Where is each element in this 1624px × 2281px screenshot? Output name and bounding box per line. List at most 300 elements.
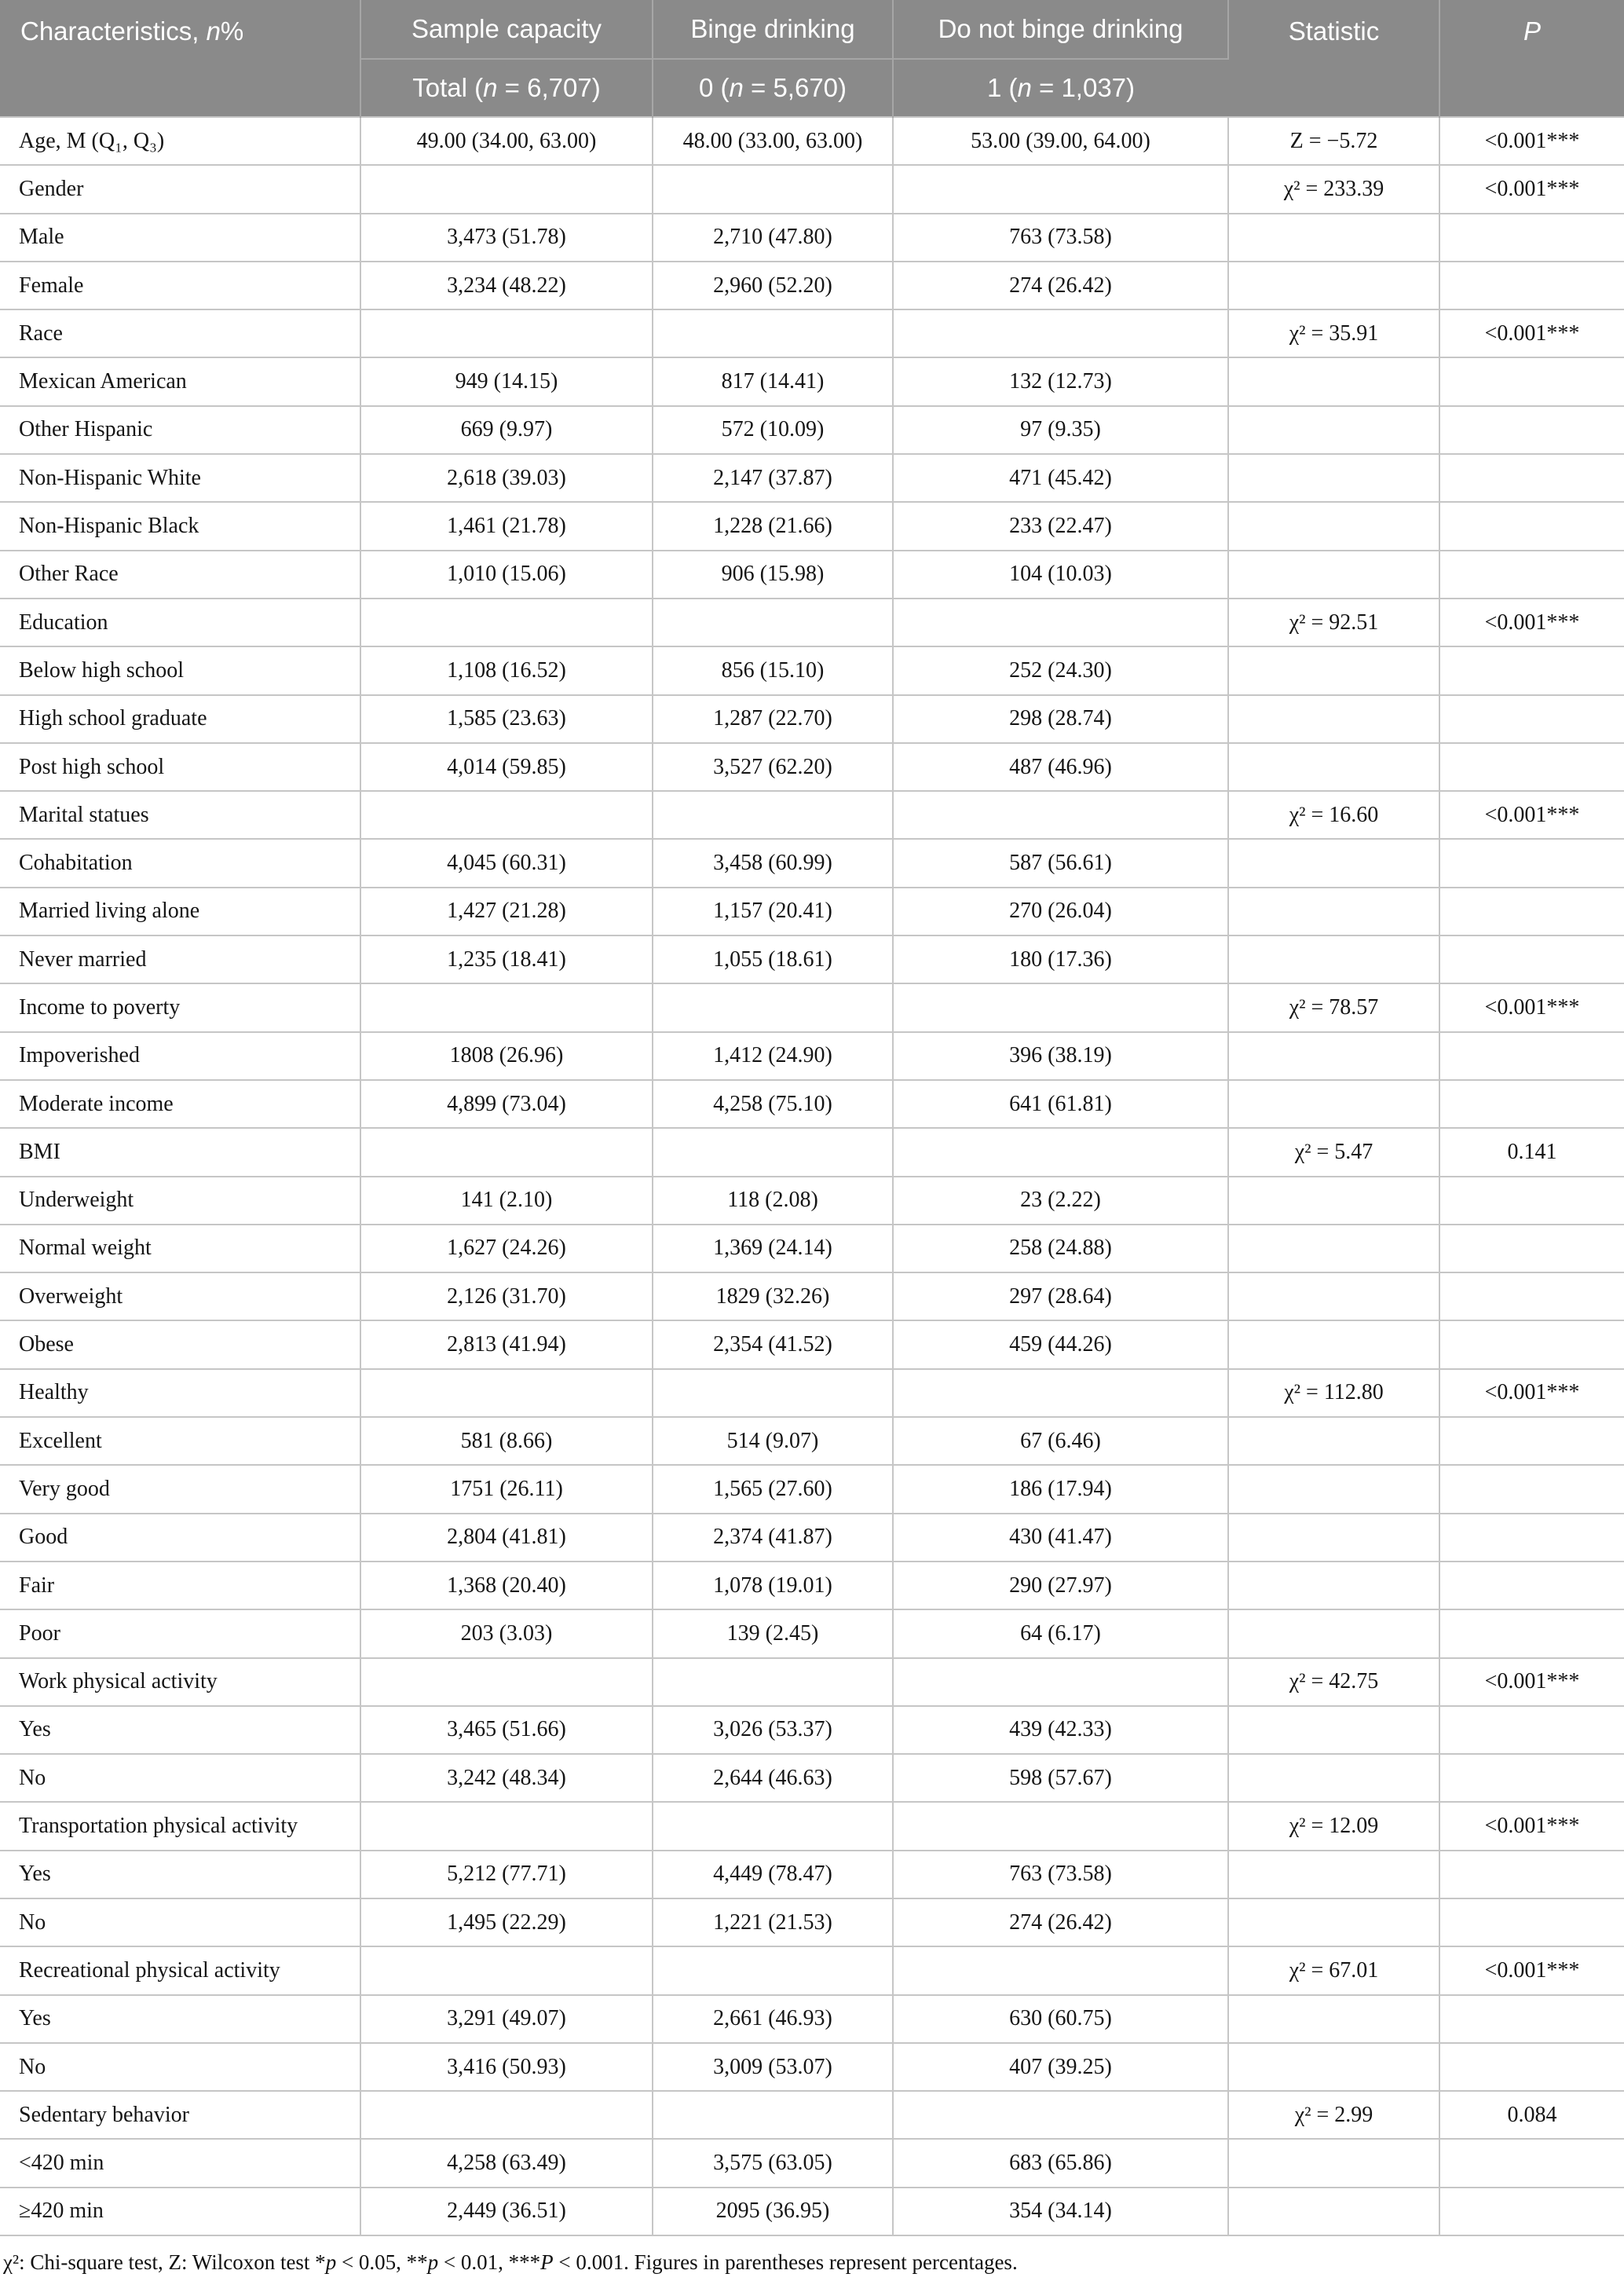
cell-no-binge: 23 (2.22): [893, 1177, 1228, 1225]
subheader-no-binge-n: 1 (n = 1,037): [893, 59, 1228, 117]
cell-binge: 2095 (36.95): [653, 2188, 893, 2235]
cell-no-binge: [893, 791, 1228, 839]
cell-no-binge: 459 (44.26): [893, 1320, 1228, 1368]
cell-no-binge: 180 (17.36): [893, 935, 1228, 983]
row-label: Normal weight: [0, 1225, 360, 1272]
cell-no-binge: 233 (22.47): [893, 502, 1228, 550]
cell-p-value: [1439, 502, 1624, 550]
cell-total: 3,291 (49.07): [360, 1995, 653, 2043]
cell-binge: 1,055 (18.61): [653, 935, 893, 983]
header-p: P: [1439, 0, 1624, 117]
cell-total: 49.00 (34.00, 63.00): [360, 117, 653, 165]
cell-binge: [653, 2091, 893, 2139]
cell-binge: 572 (10.09): [653, 406, 893, 454]
cell-p-value: [1439, 839, 1624, 887]
cell-no-binge: 298 (28.74): [893, 695, 1228, 743]
table-row: [0, 2043, 1624, 2091]
cell-p-value: [1439, 1225, 1624, 1272]
cell-binge: 2,644 (46.63): [653, 1754, 893, 1802]
cell-statistic: χ² = 42.75: [1228, 1658, 1439, 1706]
cell-total: 669 (9.97): [360, 406, 653, 454]
row-label: Excellent: [0, 1417, 360, 1465]
table-row: [0, 1898, 1624, 1946]
cell-no-binge: 763 (73.58): [893, 1851, 1228, 1898]
cell-p-value: [1439, 2043, 1624, 2091]
cell-statistic: χ² = 78.57: [1228, 983, 1439, 1031]
cell-binge: [653, 1658, 893, 1706]
row-label: Female: [0, 262, 360, 309]
cell-no-binge: [893, 1802, 1228, 1850]
cell-total: 4,014 (59.85): [360, 743, 653, 791]
row-label: Education: [0, 599, 360, 646]
cell-binge: 3,026 (53.37): [653, 1706, 893, 1754]
cell-total: 2,804 (41.81): [360, 1514, 653, 1562]
header-do-not-binge-drinking: Do not binge drinking: [893, 0, 1228, 59]
row-label: Yes: [0, 1995, 360, 2043]
cell-no-binge: 252 (24.30): [893, 646, 1228, 694]
row-label: Poor: [0, 1609, 360, 1657]
cell-total: 1,495 (22.29): [360, 1898, 653, 1946]
cell-p-value: <0.001***: [1439, 117, 1624, 165]
cell-statistic: Z = −5.72: [1228, 117, 1439, 165]
cell-p-value: <0.001***: [1439, 1946, 1624, 1994]
cell-total: 141 (2.10): [360, 1177, 653, 1225]
row-label: Good: [0, 1514, 360, 1562]
table-row: [0, 406, 1624, 454]
cell-p-value: [1439, 1080, 1624, 1128]
table-row: [0, 165, 1624, 213]
cell-no-binge: 67 (6.46): [893, 1417, 1228, 1465]
cell-p-value: <0.001***: [1439, 309, 1624, 357]
table-row: [0, 1995, 1624, 2043]
cell-total: 203 (3.03): [360, 1609, 653, 1657]
cell-statistic: [1228, 551, 1439, 599]
cell-binge: 3,527 (62.20): [653, 743, 893, 791]
row-label: Income to poverty: [0, 983, 360, 1031]
cell-binge: 48.00 (33.00, 63.00): [653, 117, 893, 165]
table-row: [0, 983, 1624, 1031]
cell-statistic: [1228, 935, 1439, 983]
cell-total: 4,258 (63.49): [360, 2139, 653, 2187]
row-label: Yes: [0, 1851, 360, 1898]
cell-statistic: χ² = 12.09: [1228, 1802, 1439, 1850]
cell-p-value: [1439, 888, 1624, 935]
table-row: [0, 839, 1624, 887]
cell-binge: 118 (2.08): [653, 1177, 893, 1225]
cell-no-binge: [893, 599, 1228, 646]
cell-binge: 4,258 (75.10): [653, 1080, 893, 1128]
cell-statistic: [1228, 646, 1439, 694]
cell-statistic: [1228, 1177, 1439, 1225]
cell-total: 1,427 (21.28): [360, 888, 653, 935]
cell-p-value: <0.001***: [1439, 1369, 1624, 1417]
cell-p-value: [1439, 1995, 1624, 2043]
cell-binge: 817 (14.41): [653, 357, 893, 405]
row-label: BMI: [0, 1128, 360, 1176]
cell-statistic: [1228, 1898, 1439, 1946]
table-row: [0, 1658, 1624, 1706]
row-label: Overweight: [0, 1272, 360, 1320]
row-label: Obese: [0, 1320, 360, 1368]
cell-p-value: [1439, 1514, 1624, 1562]
cell-binge: [653, 791, 893, 839]
cell-total: [360, 1658, 653, 1706]
cell-statistic: [1228, 1609, 1439, 1657]
table-row: [0, 1514, 1624, 1562]
cell-statistic: [1228, 502, 1439, 550]
row-label: Marital statues: [0, 791, 360, 839]
cell-p-value: [1439, 1417, 1624, 1465]
cell-binge: 2,710 (47.80): [653, 214, 893, 262]
cell-binge: [653, 1946, 893, 1994]
cell-statistic: [1228, 454, 1439, 502]
table-footnote: χ²: Chi-square test, Z: Wilcoxon test *p < 0.05, **p < 0.01, ***P < 0.001. Figures in parentheses represent percentages.: [3, 2250, 1018, 2275]
cell-no-binge: 274 (26.42): [893, 262, 1228, 309]
cell-total: [360, 599, 653, 646]
cell-no-binge: 186 (17.94): [893, 1465, 1228, 1513]
cell-statistic: χ² = 35.91: [1228, 309, 1439, 357]
cell-no-binge: 430 (41.47): [893, 1514, 1228, 1562]
table-row: [0, 646, 1624, 694]
cell-binge: 4,449 (78.47): [653, 1851, 893, 1898]
cell-p-value: [1439, 357, 1624, 405]
cell-p-value: [1439, 695, 1624, 743]
table-row: [0, 214, 1624, 262]
cell-p-value: [1439, 1177, 1624, 1225]
cell-binge: 514 (9.07): [653, 1417, 893, 1465]
row-label: Age, M (Q₁, Q₃): [0, 117, 360, 165]
cell-p-value: [1439, 551, 1624, 599]
cell-binge: 1,078 (19.01): [653, 1562, 893, 1609]
row-label: Post high school: [0, 743, 360, 791]
cell-total: 1751 (26.11): [360, 1465, 653, 1513]
cell-total: 2,449 (36.51): [360, 2188, 653, 2235]
cell-total: 3,416 (50.93): [360, 2043, 653, 2091]
cell-p-value: [1439, 1320, 1624, 1368]
cell-no-binge: 763 (73.58): [893, 214, 1228, 262]
table-row: [0, 1946, 1624, 1994]
cell-binge: 1,221 (21.53): [653, 1898, 893, 1946]
cell-statistic: [1228, 1225, 1439, 1272]
cell-total: 5,212 (77.71): [360, 1851, 653, 1898]
cell-p-value: [1439, 406, 1624, 454]
cell-statistic: χ² = 112.80: [1228, 1369, 1439, 1417]
cell-no-binge: 598 (57.67): [893, 1754, 1228, 1802]
row-label: Non-Hispanic White: [0, 454, 360, 502]
cell-p-value: 0.141: [1439, 1128, 1624, 1176]
cell-binge: 1,287 (22.70): [653, 695, 893, 743]
table-row: [0, 309, 1624, 357]
table-row: [0, 262, 1624, 309]
cell-p-value: [1439, 1609, 1624, 1657]
cell-p-value: [1439, 1851, 1624, 1898]
cell-binge: 2,960 (52.20): [653, 262, 893, 309]
cell-p-value: <0.001***: [1439, 983, 1624, 1031]
row-label: Moderate income: [0, 1080, 360, 1128]
cell-total: 3,473 (51.78): [360, 214, 653, 262]
cell-p-value: [1439, 262, 1624, 309]
row-label: Non-Hispanic Black: [0, 502, 360, 550]
header-characteristics-text: Characteristics,: [20, 16, 207, 46]
cell-binge: [653, 1128, 893, 1176]
cell-no-binge: 396 (38.19): [893, 1032, 1228, 1080]
cell-total: 4,899 (73.04): [360, 1080, 653, 1128]
cell-total: 1,108 (16.52): [360, 646, 653, 694]
header-binge-drinking: Binge drinking: [653, 0, 893, 59]
cell-statistic: χ² = 2.99: [1228, 2091, 1439, 2139]
cell-no-binge: 258 (24.88): [893, 1225, 1228, 1272]
cell-statistic: [1228, 1417, 1439, 1465]
row-label: Underweight: [0, 1177, 360, 1225]
table-row: [0, 1706, 1624, 1754]
cell-no-binge: 487 (46.96): [893, 743, 1228, 791]
cell-statistic: [1228, 214, 1439, 262]
cell-no-binge: 354 (34.14): [893, 2188, 1228, 2235]
row-label: Other Hispanic: [0, 406, 360, 454]
table-row: [0, 888, 1624, 935]
row-label: No: [0, 1754, 360, 1802]
cell-p-value: <0.001***: [1439, 1802, 1624, 1850]
cell-statistic: χ² = 233.39: [1228, 165, 1439, 213]
cell-binge: 906 (15.98): [653, 551, 893, 599]
cell-total: 4,045 (60.31): [360, 839, 653, 887]
table-row: [0, 1609, 1624, 1657]
cell-total: [360, 1128, 653, 1176]
cell-binge: 1,412 (24.90): [653, 1032, 893, 1080]
cell-statistic: [1228, 1754, 1439, 1802]
table-row: [0, 1272, 1624, 1320]
cell-statistic: [1228, 743, 1439, 791]
table-row: [0, 1032, 1624, 1080]
row-label: Married living alone: [0, 888, 360, 935]
table-row: [0, 791, 1624, 839]
table-body: [0, 117, 1624, 2235]
cell-no-binge: 439 (42.33): [893, 1706, 1228, 1754]
cell-statistic: [1228, 1562, 1439, 1609]
header-characteristics-n: n: [206, 16, 221, 46]
table-row: [0, 1851, 1624, 1898]
cell-no-binge: [893, 309, 1228, 357]
table-row: [0, 1417, 1624, 1465]
row-label: <420 min: [0, 2139, 360, 2187]
cell-total: 1,585 (23.63): [360, 695, 653, 743]
cell-p-value: [1439, 1272, 1624, 1320]
cell-no-binge: 274 (26.42): [893, 1898, 1228, 1946]
table-header: [0, 0, 1624, 117]
table-row: [0, 1080, 1624, 1128]
cell-total: 1,627 (24.26): [360, 1225, 653, 1272]
cell-total: [360, 1946, 653, 1994]
row-label: Gender: [0, 165, 360, 213]
row-label: Yes: [0, 1706, 360, 1754]
cell-p-value: <0.001***: [1439, 599, 1624, 646]
cell-no-binge: 270 (26.04): [893, 888, 1228, 935]
cell-no-binge: 683 (65.86): [893, 2139, 1228, 2187]
cell-total: 581 (8.66): [360, 1417, 653, 1465]
row-label: No: [0, 2043, 360, 2091]
table-row: [0, 935, 1624, 983]
cell-statistic: [1228, 1032, 1439, 1080]
cell-binge: [653, 1369, 893, 1417]
cell-binge: 2,147 (37.87): [653, 454, 893, 502]
cell-binge: 3,458 (60.99): [653, 839, 893, 887]
cell-statistic: [1228, 1514, 1439, 1562]
row-label: Male: [0, 214, 360, 262]
cell-total: 3,465 (51.66): [360, 1706, 653, 1754]
cell-p-value: [1439, 2188, 1624, 2235]
table-row: [0, 117, 1624, 165]
cell-total: [360, 1369, 653, 1417]
cell-binge: [653, 165, 893, 213]
cell-p-value: [1439, 454, 1624, 502]
cell-statistic: χ² = 92.51: [1228, 599, 1439, 646]
cell-statistic: [1228, 406, 1439, 454]
cell-total: 2,813 (41.94): [360, 1320, 653, 1368]
row-label: Very good: [0, 1465, 360, 1513]
cell-no-binge: 290 (27.97): [893, 1562, 1228, 1609]
cell-p-value: [1439, 2139, 1624, 2187]
subheader-binge-n: 0 (n = 5,670): [653, 59, 893, 117]
header-characteristics-pct: %: [220, 16, 244, 46]
header-characteristics: [0, 0, 360, 117]
table-row: [0, 454, 1624, 502]
cell-statistic: [1228, 1995, 1439, 2043]
cell-p-value: <0.001***: [1439, 165, 1624, 213]
row-label: Never married: [0, 935, 360, 983]
cell-binge: 2,661 (46.93): [653, 1995, 893, 2043]
cell-p-value: [1439, 1562, 1624, 1609]
cell-statistic: χ² = 16.60: [1228, 791, 1439, 839]
table-row: [0, 1369, 1624, 1417]
cell-binge: 856 (15.10): [653, 646, 893, 694]
table-row: [0, 599, 1624, 646]
cell-no-binge: 407 (39.25): [893, 2043, 1228, 2091]
cell-no-binge: [893, 165, 1228, 213]
cell-binge: 2,374 (41.87): [653, 1514, 893, 1562]
row-label: Transportation physical activity: [0, 1802, 360, 1850]
cell-statistic: [1228, 888, 1439, 935]
cell-p-value: [1439, 743, 1624, 791]
cell-no-binge: 97 (9.35): [893, 406, 1228, 454]
table-row: [0, 1754, 1624, 1802]
table-row: [0, 357, 1624, 405]
cell-total: 949 (14.15): [360, 357, 653, 405]
cell-binge: 139 (2.45): [653, 1609, 893, 1657]
table-row: [0, 1465, 1624, 1513]
cell-statistic: [1228, 2188, 1439, 2235]
cell-no-binge: 630 (60.75): [893, 1995, 1228, 2043]
cell-p-value: 0.084: [1439, 2091, 1624, 2139]
cell-total: 2,126 (31.70): [360, 1272, 653, 1320]
cell-binge: 3,009 (53.07): [653, 2043, 893, 2091]
cell-no-binge: [893, 983, 1228, 1031]
cell-statistic: [1228, 262, 1439, 309]
cell-statistic: [1228, 1320, 1439, 1368]
row-label: ≥420 min: [0, 2188, 360, 2235]
cell-binge: 1,565 (27.60): [653, 1465, 893, 1513]
cell-binge: [653, 1802, 893, 1850]
cell-binge: [653, 983, 893, 1031]
cell-total: [360, 2091, 653, 2139]
cell-total: [360, 309, 653, 357]
cell-no-binge: 471 (45.42): [893, 454, 1228, 502]
table-row: [0, 1128, 1624, 1176]
cell-p-value: [1439, 1465, 1624, 1513]
cell-binge: [653, 599, 893, 646]
cell-p-value: [1439, 1898, 1624, 1946]
cell-p-value: [1439, 935, 1624, 983]
row-label: High school graduate: [0, 695, 360, 743]
cell-no-binge: 104 (10.03): [893, 551, 1228, 599]
table-row: [0, 1802, 1624, 1850]
cell-total: 2,618 (39.03): [360, 454, 653, 502]
table-row: [0, 1225, 1624, 1272]
cell-binge: 2,354 (41.52): [653, 1320, 893, 1368]
cell-p-value: [1439, 214, 1624, 262]
cell-total: 1,461 (21.78): [360, 502, 653, 550]
cell-statistic: χ² = 67.01: [1228, 1946, 1439, 1994]
table-row: [0, 695, 1624, 743]
cell-no-binge: 132 (12.73): [893, 357, 1228, 405]
row-label: Work physical activity: [0, 1658, 360, 1706]
row-label: Recreational physical activity: [0, 1946, 360, 1994]
cell-binge: 1829 (32.26): [653, 1272, 893, 1320]
cell-total: 1808 (26.96): [360, 1032, 653, 1080]
cell-total: [360, 1802, 653, 1850]
cell-statistic: [1228, 1851, 1439, 1898]
table-row: [0, 743, 1624, 791]
cell-statistic: [1228, 2139, 1439, 2187]
cell-total: 3,234 (48.22): [360, 262, 653, 309]
cell-binge: 1,157 (20.41): [653, 888, 893, 935]
header-statistic: Statistic: [1228, 0, 1439, 117]
row-label: Fair: [0, 1562, 360, 1609]
cell-p-value: <0.001***: [1439, 791, 1624, 839]
cell-total: 1,235 (18.41): [360, 935, 653, 983]
cell-no-binge: [893, 1369, 1228, 1417]
cell-p-value: [1439, 1706, 1624, 1754]
cell-no-binge: 53.00 (39.00, 64.00): [893, 117, 1228, 165]
cell-statistic: [1228, 695, 1439, 743]
cell-no-binge: 64 (6.17): [893, 1609, 1228, 1657]
cell-p-value: [1439, 1032, 1624, 1080]
cell-statistic: [1228, 1272, 1439, 1320]
cell-p-value: [1439, 646, 1624, 694]
cell-total: 1,010 (15.06): [360, 551, 653, 599]
cell-p-value: <0.001***: [1439, 1658, 1624, 1706]
cell-statistic: χ² = 5.47: [1228, 1128, 1439, 1176]
table-row: [0, 2139, 1624, 2187]
cell-binge: 1,369 (24.14): [653, 1225, 893, 1272]
cell-total: [360, 983, 653, 1031]
cell-statistic: [1228, 1080, 1439, 1128]
subheader-total: Total (n = 6,707): [360, 59, 653, 117]
cell-total: 3,242 (48.34): [360, 1754, 653, 1802]
row-label: Impoverished: [0, 1032, 360, 1080]
cell-no-binge: 641 (61.81): [893, 1080, 1228, 1128]
table-row: [0, 1177, 1624, 1225]
cell-statistic: [1228, 1465, 1439, 1513]
cell-no-binge: 587 (56.61): [893, 839, 1228, 887]
cell-total: 1,368 (20.40): [360, 1562, 653, 1609]
table-row: [0, 1562, 1624, 1609]
row-label: Healthy: [0, 1369, 360, 1417]
row-label: Sedentary behavior: [0, 2091, 360, 2139]
cell-total: [360, 791, 653, 839]
cell-binge: [653, 309, 893, 357]
cell-binge: 3,575 (63.05): [653, 2139, 893, 2187]
cell-statistic: [1228, 839, 1439, 887]
